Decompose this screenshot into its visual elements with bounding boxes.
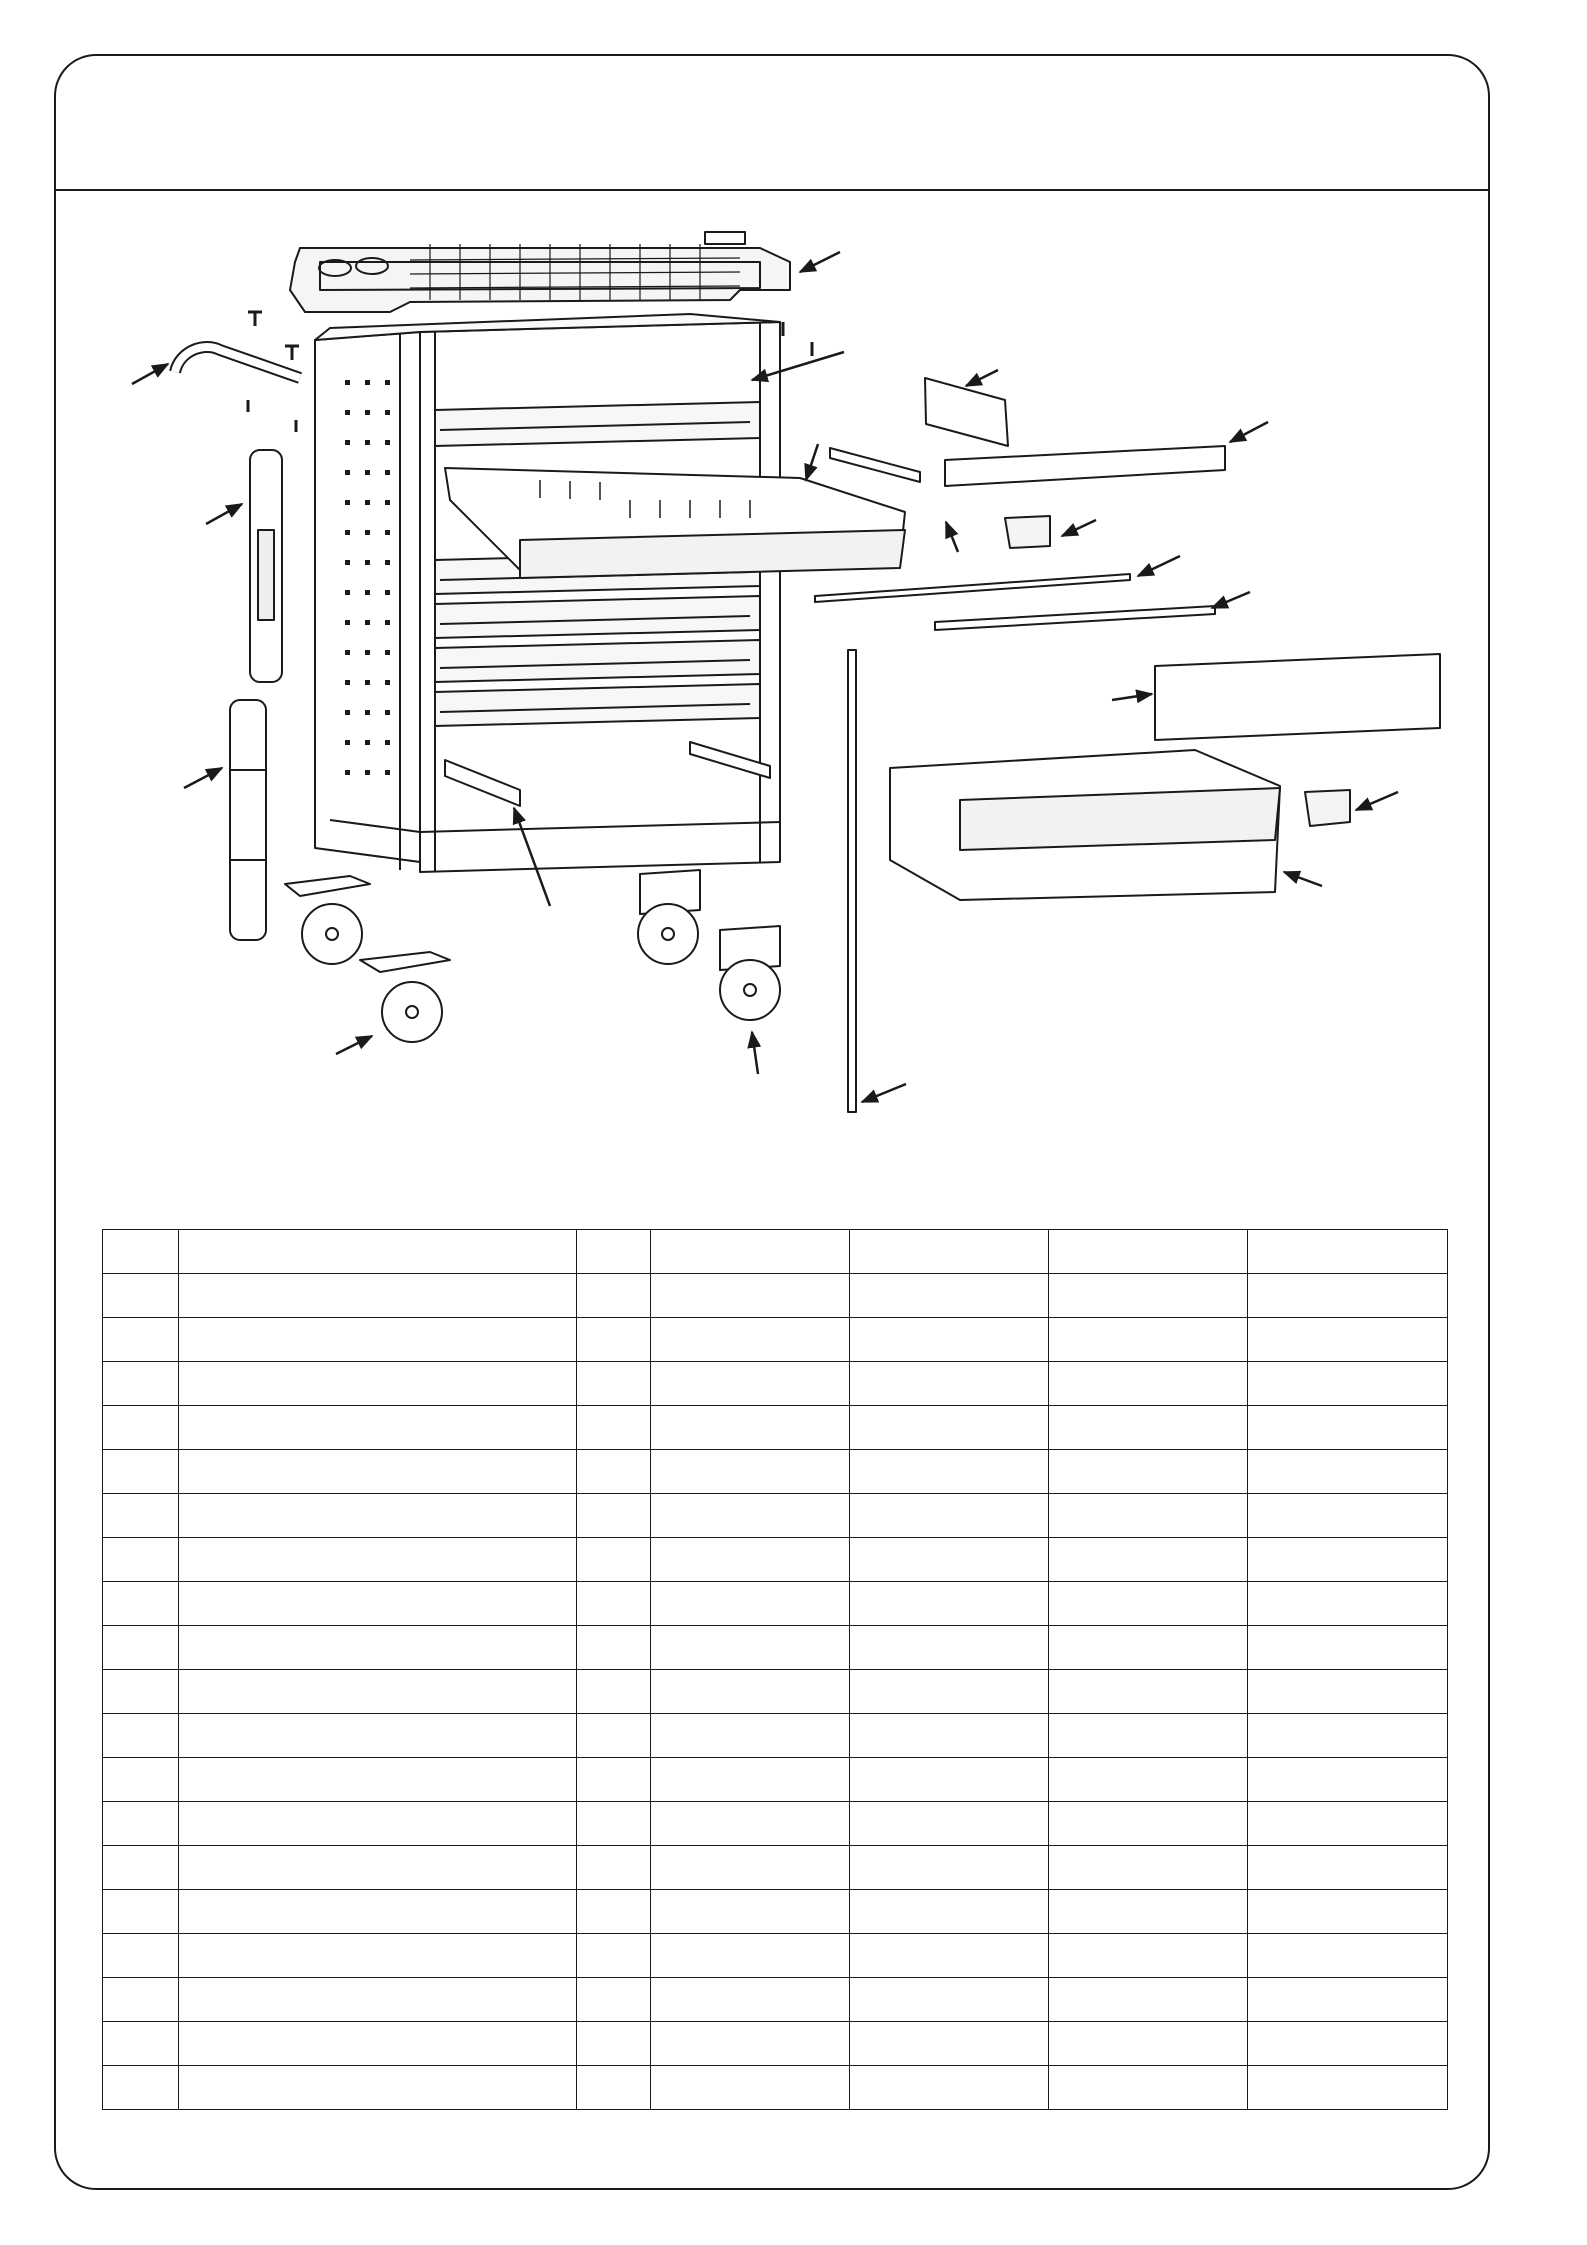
table-row [103, 1450, 1448, 1494]
table-cell [850, 1670, 1049, 1714]
table-cell [1049, 1802, 1248, 1846]
table-cell [1049, 1494, 1248, 1538]
table-cell [179, 1978, 577, 2022]
table-row [103, 1934, 1448, 1978]
table-row [103, 1362, 1448, 1406]
table-cell [103, 2022, 179, 2066]
table-cell [577, 2022, 651, 2066]
castor-swivel-rear [360, 952, 450, 1042]
lock-rod [815, 574, 1130, 602]
table-cell [1248, 1318, 1448, 1362]
drawer-slide [830, 448, 920, 482]
table-cell [103, 1230, 179, 1274]
table-cell [850, 1274, 1049, 1318]
table-cell [179, 1230, 577, 1274]
table-cell [651, 1274, 850, 1318]
corner-profile-upper [250, 450, 282, 682]
table-row [103, 1494, 1448, 1538]
table-cell [1049, 1274, 1248, 1318]
table-cell [577, 1626, 651, 1670]
table-row [103, 1670, 1448, 1714]
table-cell [179, 1758, 577, 1802]
table-cell [577, 1318, 651, 1362]
back-strip-upper [945, 446, 1225, 486]
table-cell [850, 1714, 1049, 1758]
table-cell [1248, 1846, 1448, 1890]
table-cell [1049, 2022, 1248, 2066]
table-cell [850, 1978, 1049, 2022]
open-drawer [445, 468, 905, 578]
table-cell [1248, 2066, 1448, 2110]
castor-swivel-front [285, 876, 370, 964]
table-row [103, 1846, 1448, 1890]
table-row [103, 2022, 1448, 2066]
table-cell [1248, 1934, 1448, 1978]
table-cell [577, 1846, 651, 1890]
table-row [103, 1318, 1448, 1362]
table-cell [103, 1582, 179, 1626]
table-cell [651, 1626, 850, 1670]
table-cell [850, 1846, 1049, 1890]
table-row [103, 1758, 1448, 1802]
table-cell [577, 1406, 651, 1450]
table-cell [577, 1670, 651, 1714]
table-row [103, 1274, 1448, 1318]
table-cell [577, 1758, 651, 1802]
table-cell [1248, 1494, 1448, 1538]
table-cell [1049, 1318, 1248, 1362]
table-cell [1248, 1230, 1448, 1274]
table-cell [850, 1230, 1049, 1274]
table-cell [1248, 1582, 1448, 1626]
table-cell [103, 1626, 179, 1670]
table-row [103, 1714, 1448, 1758]
castor-fixed-front [638, 870, 700, 964]
table-cell [103, 1450, 179, 1494]
table-cell [577, 1802, 651, 1846]
table-cell [179, 1274, 577, 1318]
table-row [103, 1626, 1448, 1670]
table-cell [850, 1362, 1049, 1406]
table-cell [577, 1494, 651, 1538]
table-cell [577, 1230, 651, 1274]
table-cell [1049, 1406, 1248, 1450]
table-cell [1049, 1582, 1248, 1626]
table-cell [103, 1758, 179, 1802]
table-cell [651, 2022, 850, 2066]
table-cell [850, 1890, 1049, 1934]
table-cell [103, 1714, 179, 1758]
table-cell [103, 1318, 179, 1362]
table-cell [577, 1450, 651, 1494]
table-cell [103, 1362, 179, 1406]
table-cell [651, 1494, 850, 1538]
table-cell [103, 1406, 179, 1450]
table-cell [850, 1934, 1049, 1978]
table-cell [179, 1450, 577, 1494]
parts-table [102, 1229, 1448, 2110]
table-cell [103, 1934, 179, 1978]
table-cell [651, 1450, 850, 1494]
table-cell [651, 1362, 850, 1406]
table-cell [850, 2066, 1049, 2110]
table-cell [1049, 1934, 1248, 1978]
table-cell [651, 1758, 850, 1802]
lock-bar [935, 606, 1215, 630]
table-cell [1049, 1846, 1248, 1890]
table-cell [179, 2022, 577, 2066]
table-row [103, 1890, 1448, 1934]
table-cell [850, 1582, 1049, 1626]
table-cell [850, 1406, 1049, 1450]
drawer-handle-cap [1305, 790, 1350, 826]
worktop-tray [290, 232, 790, 312]
table-cell [850, 2022, 1049, 2066]
table-cell [850, 1802, 1049, 1846]
table-cell [651, 1714, 850, 1758]
table-cell [179, 1890, 577, 1934]
table-cell [577, 1362, 651, 1406]
table-cell [850, 1494, 1049, 1538]
table-row [103, 1978, 1448, 2022]
table-cell [103, 1890, 179, 1934]
table-cell [850, 1758, 1049, 1802]
table-cell [179, 1538, 577, 1582]
table-cell [179, 1714, 577, 1758]
table-cell [651, 1406, 850, 1450]
drawer-front-panel [1155, 654, 1440, 740]
table-cell [651, 2066, 850, 2110]
table-cell [179, 1626, 577, 1670]
table-row [103, 1582, 1448, 1626]
table-cell [651, 1890, 850, 1934]
drawer-handle-cap-upper [1005, 516, 1050, 548]
table-row [103, 1406, 1448, 1450]
table-cell [1248, 1978, 1448, 2022]
table-cell [1248, 1362, 1448, 1406]
table-cell [651, 1318, 850, 1362]
table-cell [179, 1802, 577, 1846]
table-cell [179, 1670, 577, 1714]
table-cell [1049, 1450, 1248, 1494]
table-row [103, 2066, 1448, 2110]
table-cell [1049, 1978, 1248, 2022]
table-cell [103, 1978, 179, 2022]
table-cell [1049, 1890, 1248, 1934]
label-panel-small [925, 378, 1008, 446]
table-cell [1049, 1230, 1248, 1274]
table-cell [103, 1538, 179, 1582]
table-cell [1248, 1802, 1448, 1846]
table-cell [651, 1538, 850, 1582]
table-cell [103, 1670, 179, 1714]
table-cell [1248, 1274, 1448, 1318]
table-cell [577, 1582, 651, 1626]
table-cell [1049, 1362, 1248, 1406]
corner-profile-lower [230, 700, 266, 940]
table-cell [1248, 1538, 1448, 1582]
table-cell [850, 1318, 1049, 1362]
table-cell [651, 1802, 850, 1846]
table-cell [103, 1494, 179, 1538]
table-cell [1248, 1758, 1448, 1802]
table-cell [577, 1890, 651, 1934]
table-cell [577, 1978, 651, 2022]
table-cell [1248, 1406, 1448, 1450]
table-cell [651, 1978, 850, 2022]
table-cell [1248, 1890, 1448, 1934]
table-cell [577, 1714, 651, 1758]
castor-fixed-rear [720, 926, 780, 1020]
table-cell [179, 1934, 577, 1978]
table-cell [577, 1934, 651, 1978]
table-cell [1248, 1626, 1448, 1670]
table-cell [850, 1450, 1049, 1494]
table-cell [179, 1362, 577, 1406]
table-cell [1049, 1626, 1248, 1670]
table-cell [651, 1230, 850, 1274]
table-cell [1248, 2022, 1448, 2066]
table-cell [1248, 1714, 1448, 1758]
table-cell [103, 1802, 179, 1846]
vertical-lock-rail [848, 650, 856, 1112]
table-cell [103, 1846, 179, 1890]
table-cell [1049, 1538, 1248, 1582]
table-row [103, 1802, 1448, 1846]
table-cell [1049, 2066, 1248, 2110]
table-cell [577, 2066, 651, 2110]
table-cell [651, 1582, 850, 1626]
table-cell [1248, 1670, 1448, 1714]
table-row [103, 1230, 1448, 1274]
table-cell [179, 1494, 577, 1538]
table-cell [179, 1318, 577, 1362]
table-cell [1049, 1758, 1248, 1802]
table-cell [179, 1846, 577, 1890]
table-cell [651, 1934, 850, 1978]
table-cell [850, 1626, 1049, 1670]
table-row [103, 1538, 1448, 1582]
table-cell [179, 2066, 577, 2110]
table-cell [651, 1846, 850, 1890]
table-cell [1049, 1670, 1248, 1714]
table-cell [651, 1670, 850, 1714]
table-cell [577, 1274, 651, 1318]
table-cell [850, 1538, 1049, 1582]
table-cell [179, 1582, 577, 1626]
table-cell [1248, 1450, 1448, 1494]
table-cell [1049, 1714, 1248, 1758]
table-cell [103, 2066, 179, 2110]
table-cell [577, 1538, 651, 1582]
cabinet-body [315, 314, 780, 872]
table-cell [103, 1274, 179, 1318]
table-cell [179, 1406, 577, 1450]
